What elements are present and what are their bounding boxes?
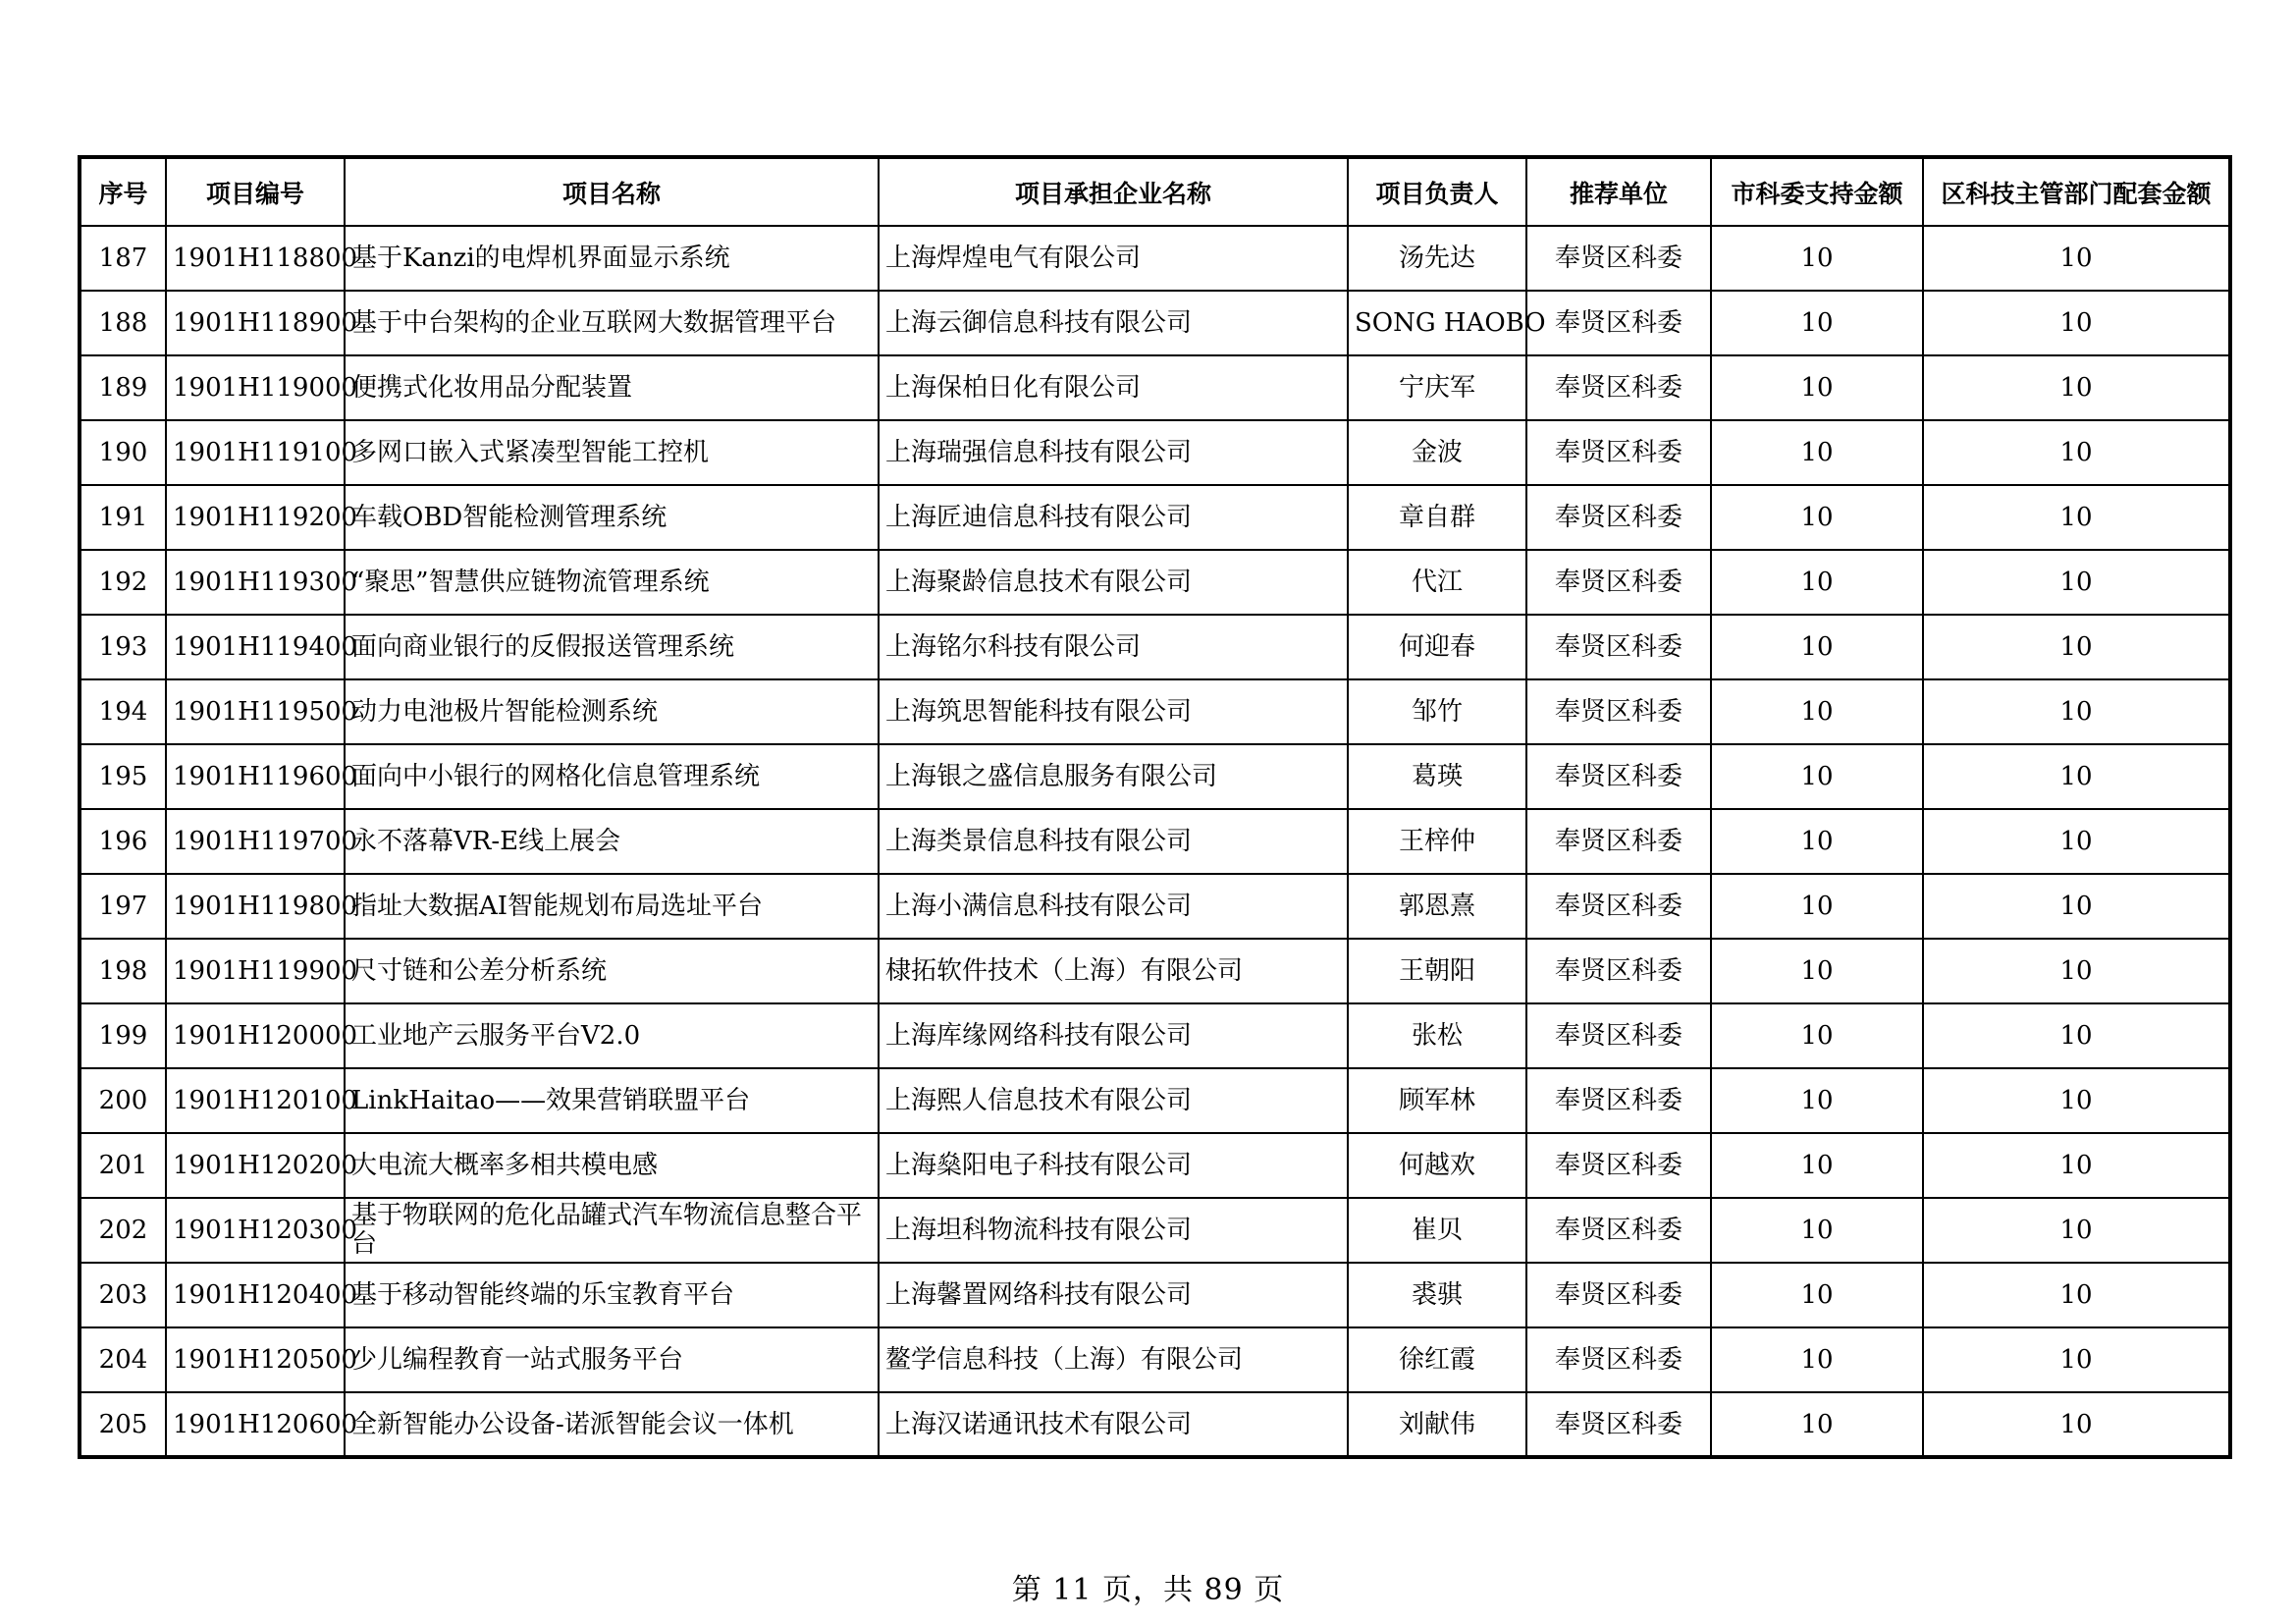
table-row [80, 355, 2230, 420]
cell-seq: 199 [80, 1003, 166, 1068]
header-district-amount: 区科技主管部门配套金额 [1923, 157, 2230, 226]
table-row [80, 874, 2230, 939]
cell-project-leader: 徐红霞 [1348, 1327, 1526, 1392]
cell-recommending-unit: 奉贤区科委 [1526, 1198, 1711, 1263]
table-row [80, 1392, 2230, 1457]
cell-company-name: 上海瑞强信息科技有限公司 [879, 420, 1348, 485]
table-row [80, 615, 2230, 679]
table-row [80, 809, 2230, 874]
cell-seq: 188 [80, 291, 166, 355]
table-body [80, 226, 2230, 1457]
cell-city-amount: 10 [1711, 1133, 1923, 1198]
cell-project-code: 1901H119400 [166, 615, 345, 679]
cell-city-amount: 10 [1711, 485, 1923, 550]
cell-recommending-unit: 奉贤区科委 [1526, 809, 1711, 874]
table-row [80, 550, 2230, 615]
cell-seq: 198 [80, 939, 166, 1003]
table-row [80, 485, 2230, 550]
cell-project-name: 全新智能办公设备-诺派智能会议一体机 [345, 1392, 879, 1457]
cell-company-name: 棣拓软件技术（上海）有限公司 [879, 939, 1348, 1003]
cell-seq: 196 [80, 809, 166, 874]
cell-recommending-unit: 奉贤区科委 [1526, 1003, 1711, 1068]
cell-recommending-unit: 奉贤区科委 [1526, 226, 1711, 291]
cell-district-amount: 10 [1923, 485, 2230, 550]
cell-project-code: 1901H119600 [166, 744, 345, 809]
cell-project-name: 大电流大概率多相共模电感 [345, 1133, 879, 1198]
cell-recommending-unit: 奉贤区科委 [1526, 874, 1711, 939]
cell-project-name: 基于Kanzi的电焊机界面显示系统 [345, 226, 879, 291]
cell-recommending-unit: 奉贤区科委 [1526, 1133, 1711, 1198]
cell-city-amount: 10 [1711, 874, 1923, 939]
cell-seq: 200 [80, 1068, 166, 1133]
cell-recommending-unit: 奉贤区科委 [1526, 291, 1711, 355]
cell-company-name: 上海熙人信息技术有限公司 [879, 1068, 1348, 1133]
cell-seq: 203 [80, 1263, 166, 1327]
cell-district-amount: 10 [1923, 291, 2230, 355]
cell-district-amount: 10 [1923, 1263, 2230, 1327]
cell-project-code: 1901H120300 [166, 1198, 345, 1263]
table-row [80, 1068, 2230, 1133]
cell-project-code: 1901H120100 [166, 1068, 345, 1133]
cell-recommending-unit: 奉贤区科委 [1526, 744, 1711, 809]
cell-company-name: 上海焊煌电气有限公司 [879, 226, 1348, 291]
cell-city-amount: 10 [1711, 226, 1923, 291]
cell-project-leader: 刘献伟 [1348, 1392, 1526, 1457]
cell-company-name: 上海筑思智能科技有限公司 [879, 679, 1348, 744]
cell-project-code: 1901H118900 [166, 291, 345, 355]
cell-district-amount: 10 [1923, 420, 2230, 485]
cell-project-leader: 顾军林 [1348, 1068, 1526, 1133]
cell-district-amount: 10 [1923, 679, 2230, 744]
cell-city-amount: 10 [1711, 1003, 1923, 1068]
cell-company-name: 鳌学信息科技（上海）有限公司 [879, 1327, 1348, 1392]
table-row [80, 1263, 2230, 1327]
cell-city-amount: 10 [1711, 1068, 1923, 1133]
cell-city-amount: 10 [1711, 1327, 1923, 1392]
header-leader: 项目负责人 [1348, 157, 1526, 226]
cell-recommending-unit: 奉贤区科委 [1526, 420, 1711, 485]
cell-seq: 195 [80, 744, 166, 809]
cell-project-name: 指址大数据AI智能规划布局选址平台 [345, 874, 879, 939]
cell-seq: 187 [80, 226, 166, 291]
table-row [80, 291, 2230, 355]
cell-project-leader: 崔贝 [1348, 1198, 1526, 1263]
cell-seq: 194 [80, 679, 166, 744]
cell-recommending-unit: 奉贤区科委 [1526, 1263, 1711, 1327]
cell-project-leader: 葛瑛 [1348, 744, 1526, 809]
header-city-amount: 市科委支持金额 [1711, 157, 1923, 226]
cell-seq: 201 [80, 1133, 166, 1198]
cell-project-name: 车载OBD智能检测管理系统 [345, 485, 879, 550]
cell-company-name: 上海匠迪信息科技有限公司 [879, 485, 1348, 550]
cell-project-code: 1901H120400 [166, 1263, 345, 1327]
cell-district-amount: 10 [1923, 874, 2230, 939]
cell-project-code: 1901H119000 [166, 355, 345, 420]
cell-city-amount: 10 [1711, 809, 1923, 874]
table-row [80, 744, 2230, 809]
cell-seq: 192 [80, 550, 166, 615]
cell-project-leader: 何迎春 [1348, 615, 1526, 679]
cell-project-name: 动力电池极片智能检测系统 [345, 679, 879, 744]
cell-recommending-unit: 奉贤区科委 [1526, 939, 1711, 1003]
cell-project-name: 工业地产云服务平台V2.0 [345, 1003, 879, 1068]
table-row [80, 226, 2230, 291]
cell-project-code: 1901H119900 [166, 939, 345, 1003]
page-number: 第 11 页，共 89 页 [1011, 1573, 1285, 1607]
cell-company-name: 上海铭尔科技有限公司 [879, 615, 1348, 679]
cell-project-name: 面向商业银行的反假报送管理系统 [345, 615, 879, 679]
cell-project-leader: 王梓仲 [1348, 809, 1526, 874]
cell-city-amount: 10 [1711, 1263, 1923, 1327]
cell-company-name: 上海银之盛信息服务有限公司 [879, 744, 1348, 809]
cell-recommending-unit: 奉贤区科委 [1526, 679, 1711, 744]
cell-project-name: 多网口嵌入式紧凑型智能工控机 [345, 420, 879, 485]
header-code: 项目编号 [166, 157, 345, 226]
cell-project-leader: 宁庆军 [1348, 355, 1526, 420]
cell-project-name: “聚思”智慧供应链物流管理系统 [345, 550, 879, 615]
cell-city-amount: 10 [1711, 679, 1923, 744]
table-row [80, 1133, 2230, 1198]
table-row [80, 1327, 2230, 1392]
cell-district-amount: 10 [1923, 809, 2230, 874]
project-table [78, 155, 2232, 1459]
cell-project-leader: SONG HAOBO [1348, 291, 1526, 355]
cell-seq: 204 [80, 1327, 166, 1392]
cell-company-name: 上海类景信息科技有限公司 [879, 809, 1348, 874]
cell-company-name: 上海坦科物流科技有限公司 [879, 1198, 1348, 1263]
cell-project-code: 1901H120600 [166, 1392, 345, 1457]
cell-project-code: 1901H120200 [166, 1133, 345, 1198]
cell-district-amount: 10 [1923, 1327, 2230, 1392]
cell-district-amount: 10 [1923, 615, 2230, 679]
cell-city-amount: 10 [1711, 550, 1923, 615]
cell-company-name: 上海库缘网络科技有限公司 [879, 1003, 1348, 1068]
cell-city-amount: 10 [1711, 744, 1923, 809]
cell-seq: 189 [80, 355, 166, 420]
cell-project-code: 1901H119800 [166, 874, 345, 939]
cell-company-name: 上海馨置网络科技有限公司 [879, 1263, 1348, 1327]
cell-project-leader: 郭恩熹 [1348, 874, 1526, 939]
cell-city-amount: 10 [1711, 615, 1923, 679]
cell-project-leader: 裘骐 [1348, 1263, 1526, 1327]
cell-city-amount: 10 [1711, 291, 1923, 355]
cell-project-leader: 代江 [1348, 550, 1526, 615]
table-row [80, 1198, 2230, 1263]
cell-project-leader: 章自群 [1348, 485, 1526, 550]
cell-project-code: 1901H119200 [166, 485, 345, 550]
header-name: 项目名称 [345, 157, 879, 226]
cell-seq: 205 [80, 1392, 166, 1457]
cell-company-name: 上海保柏日化有限公司 [879, 355, 1348, 420]
cell-seq: 193 [80, 615, 166, 679]
header-unit: 推荐单位 [1526, 157, 1711, 226]
cell-recommending-unit: 奉贤区科委 [1526, 1392, 1711, 1457]
header-company: 项目承担企业名称 [879, 157, 1348, 226]
cell-district-amount: 10 [1923, 550, 2230, 615]
cell-district-amount: 10 [1923, 1198, 2230, 1263]
cell-project-name: 基于中台架构的企业互联网大数据管理平台 [345, 291, 879, 355]
cell-project-name: LinkHaitao——效果营销联盟平台 [345, 1068, 879, 1133]
cell-recommending-unit: 奉贤区科委 [1526, 485, 1711, 550]
cell-project-code: 1901H119500 [166, 679, 345, 744]
cell-project-name: 基于物联网的危化品罐式汽车物流信息整合平台 [345, 1198, 879, 1263]
table-row [80, 420, 2230, 485]
cell-city-amount: 10 [1711, 1198, 1923, 1263]
cell-district-amount: 10 [1923, 1003, 2230, 1068]
cell-project-code: 1901H119700 [166, 809, 345, 874]
cell-recommending-unit: 奉贤区科委 [1526, 550, 1711, 615]
cell-seq: 191 [80, 485, 166, 550]
cell-city-amount: 10 [1711, 355, 1923, 420]
cell-project-leader: 汤先达 [1348, 226, 1526, 291]
cell-project-leader: 邹竹 [1348, 679, 1526, 744]
cell-project-leader: 何越欢 [1348, 1133, 1526, 1198]
header-seq: 序号 [80, 157, 166, 226]
table-row [80, 679, 2230, 744]
cell-city-amount: 10 [1711, 939, 1923, 1003]
cell-recommending-unit: 奉贤区科委 [1526, 1068, 1711, 1133]
cell-project-name: 永不落幕VR-E线上展会 [345, 809, 879, 874]
cell-district-amount: 10 [1923, 1133, 2230, 1198]
table-header-row [80, 157, 2230, 226]
cell-district-amount: 10 [1923, 939, 2230, 1003]
table-row [80, 939, 2230, 1003]
cell-company-name: 上海聚龄信息技术有限公司 [879, 550, 1348, 615]
cell-recommending-unit: 奉贤区科委 [1526, 615, 1711, 679]
cell-district-amount: 10 [1923, 1392, 2230, 1457]
cell-district-amount: 10 [1923, 355, 2230, 420]
cell-district-amount: 10 [1923, 744, 2230, 809]
cell-company-name: 上海小满信息科技有限公司 [879, 874, 1348, 939]
cell-project-code: 1901H119300 [166, 550, 345, 615]
cell-seq: 197 [80, 874, 166, 939]
cell-project-name: 便携式化妆用品分配装置 [345, 355, 879, 420]
cell-recommending-unit: 奉贤区科委 [1526, 1327, 1711, 1392]
cell-district-amount: 10 [1923, 226, 2230, 291]
cell-project-code: 1901H118800 [166, 226, 345, 291]
table-row [80, 1003, 2230, 1068]
cell-project-leader: 金波 [1348, 420, 1526, 485]
cell-city-amount: 10 [1711, 1392, 1923, 1457]
cell-project-name: 尺寸链和公差分析系统 [345, 939, 879, 1003]
cell-project-code: 1901H120000 [166, 1003, 345, 1068]
cell-city-amount: 10 [1711, 420, 1923, 485]
cell-recommending-unit: 奉贤区科委 [1526, 355, 1711, 420]
cell-project-name: 面向中小银行的网格化信息管理系统 [345, 744, 879, 809]
cell-project-code: 1901H120500 [166, 1327, 345, 1392]
cell-project-leader: 王朝阳 [1348, 939, 1526, 1003]
cell-seq: 202 [80, 1198, 166, 1263]
cell-seq: 190 [80, 420, 166, 485]
cell-project-name: 基于移动智能终端的乐宝教育平台 [345, 1263, 879, 1327]
cell-project-leader: 张松 [1348, 1003, 1526, 1068]
cell-company-name: 上海汉诺通讯技术有限公司 [879, 1392, 1348, 1457]
cell-project-name: 少儿编程教育一站式服务平台 [345, 1327, 879, 1392]
cell-company-name: 上海燊阳电子科技有限公司 [879, 1133, 1348, 1198]
cell-project-code: 1901H119100 [166, 420, 345, 485]
cell-district-amount: 10 [1923, 1068, 2230, 1133]
cell-company-name: 上海云御信息科技有限公司 [879, 291, 1348, 355]
